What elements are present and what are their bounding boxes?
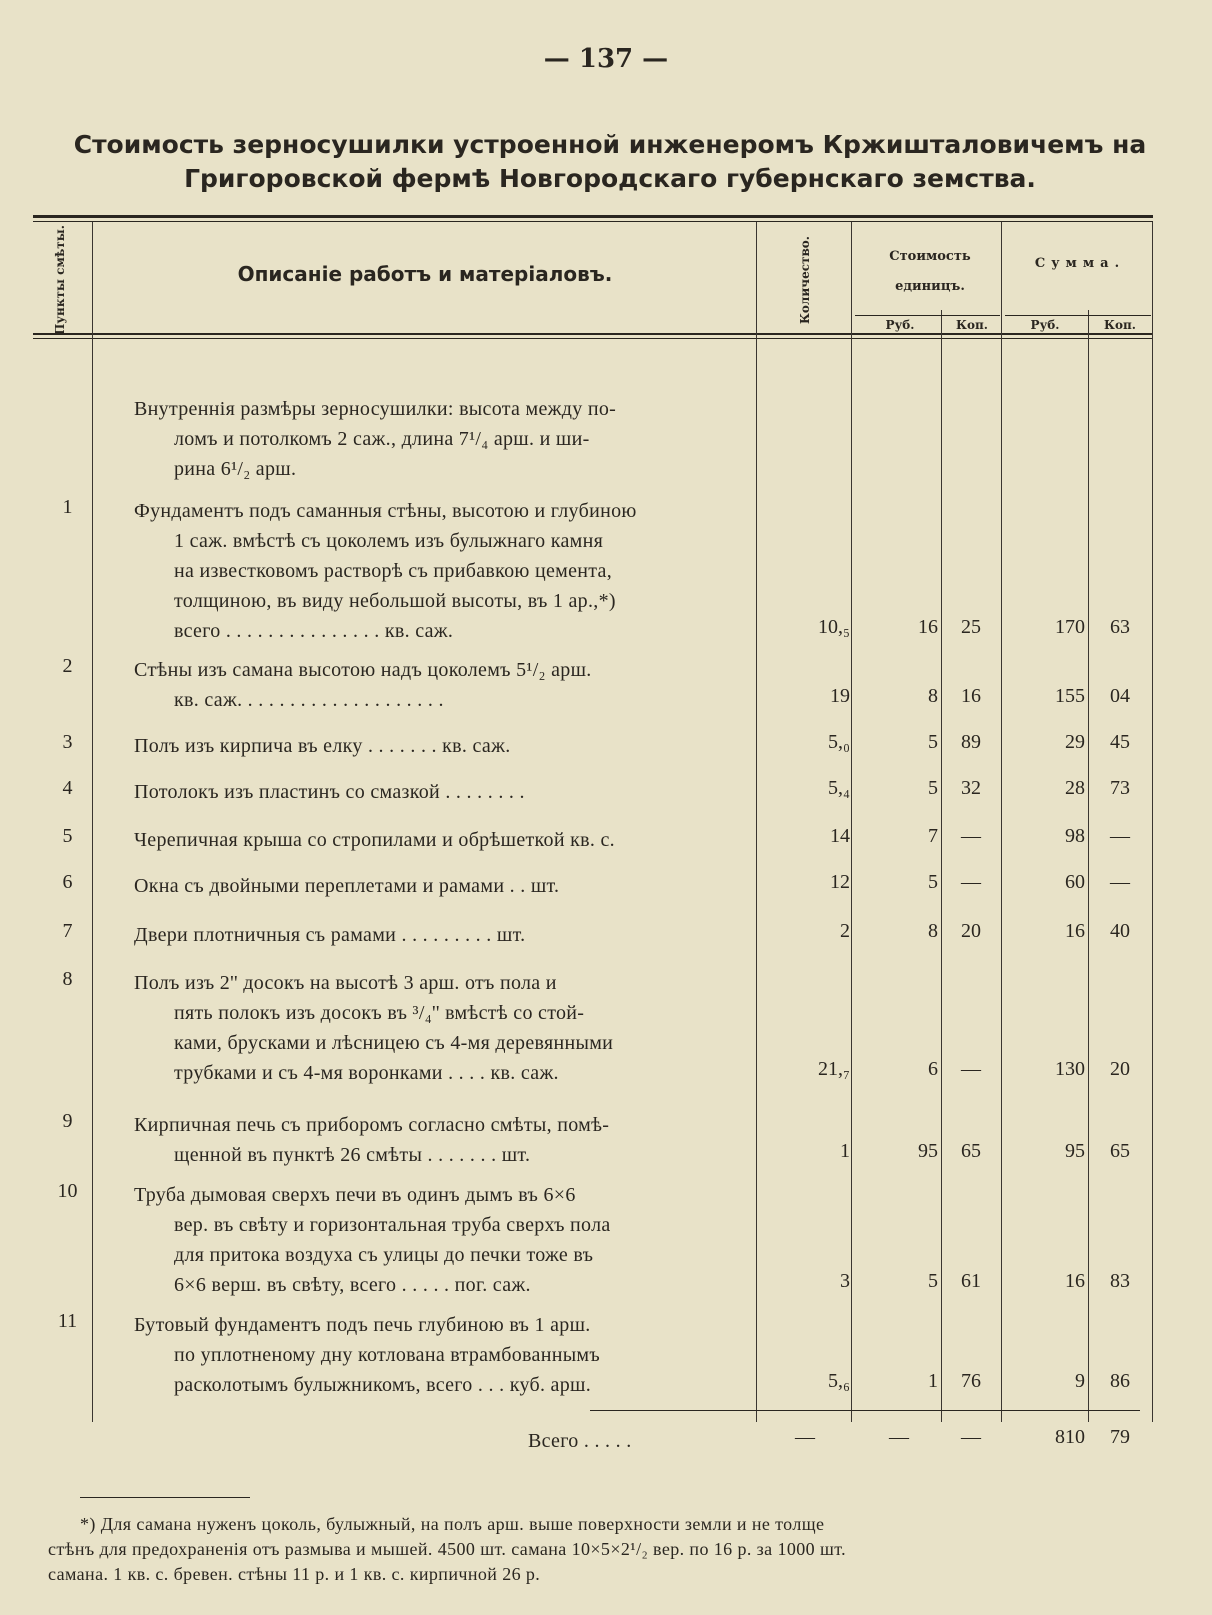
table-header-rule — [33, 333, 1153, 335]
total-unit-kop: — — [961, 1426, 981, 1448]
row-unit-rub: 6 — [928, 1058, 938, 1080]
row-description: Труба дымовая сверхъ печи въ одинъ дымъ въ 6×6 вер. въ свѣту и горизонтальная труба сверхъ пола для притока воздуха съ улицы до печки тоже въ 6×6 верш. въ свѣту, всего . . . . . пог. саж. — [134, 1184, 611, 1296]
footnote: *) Для самана нуженъ цоколь, булыжный, на полъ арш. выше поверхности земли и не толще стѣнъ для предохраненія отъ размыва и мышей. 4500 шт. самана 10×5×2¹/₂ вер. по 16 р. за 1000 шт. самана. 1 кв. с. бревен. стѣны 11 р. и 1 кв. с. кирпичной 26 р. — [48, 1514, 847, 1584]
row-unit-kop: 65 — [961, 1140, 981, 1162]
total-unit-rub: — — [889, 1426, 909, 1448]
row-sum-kop: 65 — [1110, 1140, 1130, 1162]
row-number: 11 — [57, 1310, 78, 1332]
row-sum-kop: 40 — [1110, 920, 1130, 942]
column-divider — [92, 222, 93, 1422]
row-unit-kop: — — [961, 825, 981, 847]
row-unit-rub: 5 — [928, 1270, 938, 1292]
row-sum-kop: 73 — [1110, 777, 1130, 799]
row-number: 5 — [62, 825, 73, 847]
total-sum-kop: 79 — [1110, 1426, 1130, 1448]
row-quantity: 5,₆ — [828, 1370, 850, 1392]
row-quantity: 10,₅ — [818, 616, 850, 638]
row-quantity: 1 — [840, 1140, 850, 1162]
total-rule — [590, 1410, 1140, 1411]
row-sum-kop: — — [1110, 825, 1130, 847]
row-number: 7 — [62, 920, 73, 942]
row-unit-rub: 7 — [928, 825, 938, 847]
row-sum-kop: — — [1110, 871, 1130, 893]
row-number: 8 — [62, 968, 73, 990]
table-top-rule-thin — [33, 221, 1153, 222]
title-line-1: Стоимость зерносушилки устроенной инженеромъ Кржишталовичемъ на — [73, 130, 1147, 159]
row-sum-rub: 29 — [1065, 731, 1085, 753]
row-sum-kop: 45 — [1110, 731, 1130, 753]
row-sum-rub: 16 — [1065, 1270, 1085, 1292]
row-unit-rub: 5 — [928, 777, 938, 799]
row-description: Потолокъ изъ пластинъ со смазкой . . . . . . . . — [134, 781, 525, 803]
header-kop: Коп. — [956, 318, 988, 332]
row-unit-kop: 25 — [961, 616, 981, 638]
row-sum-rub: 95 — [1065, 1140, 1085, 1162]
row-unit-rub: 5 — [928, 871, 938, 893]
row-description: Черепичная крыша со стропилами и обрѣшеткой кв. с. — [134, 829, 615, 851]
column-divider — [941, 310, 942, 1422]
row-number: 2 — [62, 655, 73, 677]
row-description: Бутовый фундаментъ подъ печь глубиною въ 1 арш. по уплотненому дну котлована втрамбованнымъ расколотымъ булыжникомъ, всего . . . куб. арш. — [134, 1314, 601, 1396]
row-sum-rub: 60 — [1065, 871, 1085, 893]
row-quantity: 5,₄ — [828, 777, 850, 799]
row-quantity: 3 — [840, 1270, 850, 1292]
row-sum-kop: 20 — [1110, 1058, 1130, 1080]
row-description: Внутреннія размѣры зерносушилки: высота между по- ломъ и потолкомъ 2 саж., длина 7¹/₄ арш. и ши- рина 6¹/₂ арш. — [134, 398, 617, 480]
row-sum-kop: 86 — [1110, 1370, 1130, 1392]
unit-cost-subrule — [855, 315, 1000, 316]
row-sum-rub: 9 — [1075, 1370, 1085, 1392]
row-unit-kop: 16 — [961, 685, 981, 707]
row-unit-kop: 32 — [961, 777, 981, 799]
header-sum: Сумма. — [1034, 256, 1126, 271]
row-quantity: 14 — [830, 825, 850, 847]
page-title — [60, 128, 1160, 196]
footnote-rule — [80, 1497, 250, 1498]
page-number: — 137 — — [543, 44, 669, 74]
table-header-rule-thin — [33, 338, 1153, 339]
header-punkty: Пункты смѣты. — [53, 225, 68, 335]
row-sum-rub: 98 — [1065, 825, 1085, 847]
row-quantity: 2 — [840, 920, 850, 942]
header-quantity: Количество. — [798, 236, 812, 324]
header-kop-sum: Коп. — [1104, 318, 1136, 332]
row-unit-kop: 20 — [961, 920, 981, 942]
row-number: 4 — [62, 777, 73, 799]
total-label: Всего . . . . . — [528, 1430, 632, 1452]
sum-subrule — [1005, 315, 1151, 316]
total-quantity: — — [795, 1426, 815, 1448]
row-unit-rub: 5 — [928, 731, 938, 753]
row-quantity: 5,₀ — [828, 731, 850, 753]
row-unit-rub: 8 — [928, 685, 938, 707]
header-unit-cost: Стоимость единицъ. — [889, 249, 971, 294]
row-unit-rub: 8 — [928, 920, 938, 942]
row-sum-kop: 04 — [1110, 685, 1130, 707]
row-description: Полъ изъ кирпича въ елку . . . . . . . кв. саж. — [134, 735, 511, 757]
row-description: Окна съ двойными переплетами и рамами . . шт. — [134, 875, 560, 897]
row-unit-kop: 89 — [961, 731, 981, 753]
row-quantity: 21,₇ — [818, 1058, 850, 1080]
header-description: Описаніе работъ и матеріаловъ. — [237, 262, 613, 286]
column-divider — [1088, 310, 1089, 1422]
row-description: Кирпичная печь съ приборомъ согласно смѣты, помѣ- щенной въ пунктѣ 26 смѣты . . . . . . . шт. — [134, 1114, 610, 1166]
column-divider — [1152, 222, 1153, 1422]
row-unit-rub: 16 — [918, 616, 938, 638]
row-unit-rub: 1 — [928, 1370, 938, 1392]
row-sum-rub: 130 — [1055, 1058, 1085, 1080]
row-unit-rub: 95 — [918, 1140, 938, 1162]
row-number: 6 — [62, 871, 73, 893]
row-sum-rub: 28 — [1065, 777, 1085, 799]
row-number: 3 — [62, 731, 73, 753]
table-top-rule — [33, 215, 1153, 218]
row-description: Стѣны изъ самана высотою надъ цоколемъ 5¹/₂ арш. кв. саж. . . . . . . . . . . . . . . . . . . . — [134, 659, 592, 711]
row-number: 1 — [62, 496, 73, 518]
row-description: Фундаментъ подъ саманныя стѣны, высотою и глубиною 1 саж. вмѣстѣ съ цоколемъ изъ булыжнаго камня на известковомъ растворѣ съ прибавкою цемента, толщиною, въ виду небольшой высоты, въ 1 ар.,*) всего . . . . . . . . . . . . . . . кв. саж. — [134, 500, 637, 642]
row-unit-kop: 76 — [961, 1370, 981, 1392]
column-divider — [851, 222, 852, 1422]
row-sum-kop: 63 — [1110, 616, 1130, 638]
row-description: Полъ изъ 2'' досокъ на высотѣ 3 арш. отъ пола и пять полокъ изъ досокъ въ ³/₄'' вмѣстѣ со стой- ками, брусками и лѣсницею съ 4-мя деревянными трубками и съ 4-мя воронками . . . . кв. саж. — [134, 972, 614, 1084]
row-number: 9 — [62, 1110, 73, 1132]
row-number: 10 — [57, 1180, 78, 1202]
title-line-2: Григоровской фермѣ Новгородскаго губернскаго земства. — [184, 164, 1036, 193]
row-sum-rub: 16 — [1065, 920, 1085, 942]
row-description: Двери плотничныя съ рамами . . . . . . . . . шт. — [134, 924, 526, 946]
row-sum-rub: 170 — [1055, 616, 1085, 638]
row-unit-kop: — — [961, 871, 981, 893]
row-unit-kop: — — [961, 1058, 981, 1080]
row-quantity: 19 — [830, 685, 850, 707]
header-rub: Руб. — [885, 318, 915, 332]
column-divider — [1001, 222, 1002, 1422]
total-sum-rub: 810 — [1055, 1426, 1085, 1448]
row-quantity: 12 — [830, 871, 850, 893]
row-sum-rub: 155 — [1055, 685, 1085, 707]
row-unit-kop: 61 — [961, 1270, 981, 1292]
header-rub-sum: Руб. — [1030, 318, 1060, 332]
row-sum-kop: 83 — [1110, 1270, 1130, 1292]
column-divider — [756, 222, 757, 1422]
